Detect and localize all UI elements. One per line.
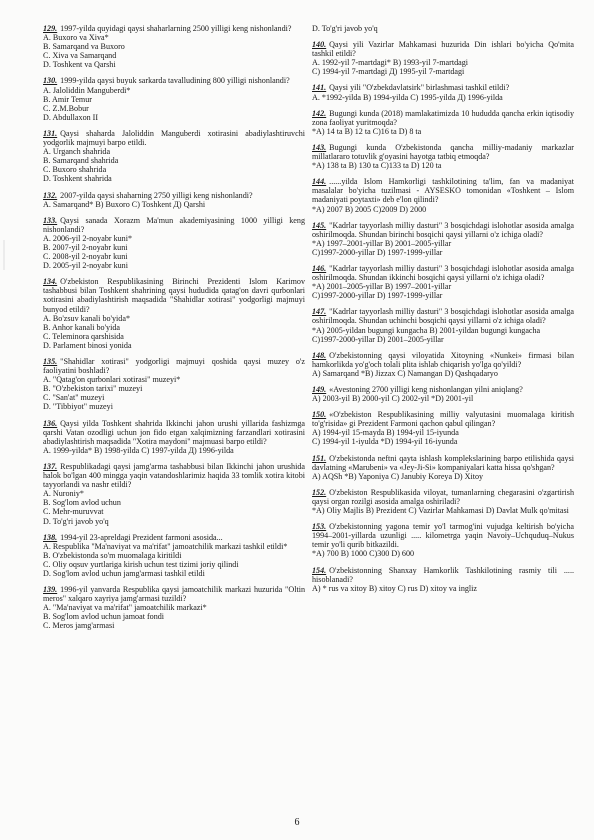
question-text (312, 24, 574, 33)
question-body: Qaysi sanada Xorazm Ma'mun akademiyasining 1000 yilligi keng nishonlandi? (43, 215, 305, 234)
answer-text: D. Abdullaxon II (43, 112, 99, 122)
question-body: 1996-yil yanvarda Respublika qaysi jamoatchilik markazi huzurida "Oltin meros" xalqaro xayriya jamg'armasi tuzildi? (43, 585, 305, 604)
answer-option (43, 603, 305, 612)
answer-option (43, 314, 305, 323)
answer-text: A. Jaloliddin Manguberdi* (43, 85, 131, 95)
answer-text: C. Z.M.Bobur (43, 103, 89, 113)
question-block (312, 24, 574, 33)
question-block (312, 488, 574, 515)
question-text (43, 357, 305, 375)
question-block (43, 357, 305, 412)
answer-option (43, 51, 305, 60)
answer-option (312, 335, 574, 344)
answer-text: A. *1992-yilda B) 1994-yilda C) 1995-yilda Д) 1996-yilda (312, 92, 503, 102)
answer-text: C. Teleminora qarshisida (43, 331, 124, 341)
question-body: 2007-yilda qaysi shaharning 2750 yilligi keng nishonlandi? (60, 190, 253, 200)
answer-option (43, 33, 305, 42)
question-number: 134. (43, 277, 58, 287)
question-number: 151. (312, 453, 327, 463)
answer-option (43, 252, 305, 261)
question-number: 139. (43, 585, 58, 595)
answer-text: B. Anhor kanali bo'yida (43, 322, 120, 332)
answer-option (43, 165, 305, 174)
question-text (43, 462, 305, 489)
answer-text: D. Sog'lom avlod uchun jamg'armasi tashkil etildi (43, 568, 205, 578)
answer-text: *A) Oliy Majlis B) Prezident C) Vazirlar Mahkamasi D) Davlat Mulk qo'mitasi (312, 506, 569, 516)
answer-option (43, 156, 305, 165)
question-number: 130. (43, 76, 58, 86)
answer-option (43, 489, 305, 498)
question-text (312, 264, 574, 282)
question-block (312, 264, 574, 300)
answer-text: D. 2005-yil 2-noyabr kuni (43, 261, 128, 271)
answer-text: B. Samarqand shahrida (43, 156, 119, 166)
answer-option (312, 58, 574, 67)
answer-option (312, 584, 574, 593)
answer-text: *A) 2001–2005-yillar B) 1997–2001-yillar (312, 282, 452, 292)
question-body: "Kadrlar tayyorlash milliy dasturi" 3 bosqichdagi islohotlar asosida amalga oshirilmoqda. Shundan birinchi bosqichi qaysi yillarni o'z ichiga oladi? (312, 220, 574, 239)
answer-option (43, 612, 305, 621)
question-body: "Kadrlar tayyorlash milliy dasturi" 3 bosqichdagi islohotlar asosida amalga oshirilmoqda. Shundan ikkinchi bosqichi qaysi yillarni o'z ichiga oladi? (312, 263, 574, 283)
answer-text: D. To'g'ri javob yo'q (43, 516, 109, 526)
question-number: 145. (312, 220, 327, 230)
question-block (312, 83, 574, 101)
answer-option (312, 161, 574, 170)
question-block (312, 109, 574, 136)
question-number: 140. (312, 40, 327, 50)
question-number: 136. (43, 418, 58, 428)
question-block (312, 454, 574, 481)
answer-option (43, 174, 305, 183)
question-text (312, 351, 574, 369)
answer-option (43, 104, 305, 113)
answer-text: A) * rus va xitoy B) xitoy C) rus D) xitoy va ingliz (312, 583, 478, 593)
answer-option (43, 621, 305, 630)
question-block (312, 351, 574, 378)
question-number: 149. (312, 385, 327, 394)
question-block (312, 221, 574, 257)
answer-text: B. O'zbekistonda so'm muomalaga kiritildi (43, 550, 182, 560)
answer-text: A) 2003-yil B) 2000-yil C) 2002-yil *D) 2001-yil (312, 394, 474, 404)
answer-option (43, 498, 305, 507)
answer-text: A. Respublika "Ma'naviyat va ma'rifat" jamoatchilik markazi tashkil etildi* (43, 541, 288, 551)
question-text (43, 129, 305, 147)
question-body: O'zbekistonning yagona temir yo'l tarmog'ini vujudga keltirish bo'yicha 1994–2001-yillarda uzunligi ..... kilometrga yaqin Navoiy–Uchquduq–Nukus temir yo'li qurib bitkazildi. (312, 522, 574, 550)
question-block (312, 410, 574, 446)
answer-text: A. 1999-yilda* B) 1998-yilda C) 1997-yilda Д) 1996-yilda (43, 445, 234, 455)
question-body: Respublikadagi qaysi jamg'arma tashabbusi bilan Ikkinchi jahon urushida halok bo'lgan 400 mingga yaqin vatandoshlarimiz haqida 33 tomlik xotira kitobi tayyorlandi va nashr etildi? (43, 461, 305, 490)
question-block (43, 585, 305, 630)
question-number: 143. (312, 142, 327, 152)
answer-text: C. Mehr-muruvvat (43, 507, 104, 517)
question-body: Bugungi kunda O'zbekistonda qancha milliy-madaniy markazlar millatlararo totuvlik g'oyasini hayotga tatbiq etmoqda? (312, 142, 574, 162)
question-body: O'zbekiston Respublikasida viloyat, tumanlarning chegarasini o'zgartirish qaysi organ rozilgi asosida amalga oshiriladi? (312, 487, 574, 506)
answer-option (312, 326, 574, 335)
question-text (312, 143, 574, 161)
question-number: 132. (43, 190, 58, 200)
question-body: O'zbekistonning Shanxay Hamkorlik Tashkilotining rasmiy tili ..... hisoblanadi? (312, 565, 574, 584)
question-number: 148. (312, 350, 327, 360)
question-text (43, 277, 305, 313)
question-body: «Avestoning 2700 yilligi keng nishonlangan yilni aniqlang? (329, 385, 523, 394)
answer-text: C)1997-2000-yillar D) 2001–2005-yillar (312, 334, 444, 344)
question-text (312, 488, 574, 506)
answer-option (43, 375, 305, 384)
answer-option (43, 147, 305, 156)
question-body: O'zbekiston Respublikasining Birinchi Prezidenti Islom Karimov tashabbusi bilan Toshkent shahrining qaysi hududida qatag'on davri qurbonlari xotirasini abadiylashtirish maqsadida "Shahidlar xotirasi" yodgorligi majmuyi bunyod etildi? (43, 277, 305, 314)
question-body: "Kadrlar tayyorlash milliy dasturi" 3 bosqichdagi islohotlar asosida amalga oshirilmoqda. Shundan uchinchi bosqichi qaysi yillarni o'z ichiga oladi? (312, 307, 574, 326)
question-text (312, 40, 574, 58)
answer-option (43, 86, 305, 95)
question-block (43, 419, 305, 455)
answer-option (312, 248, 574, 257)
question-body: «O'zbekiston Respublikasining milliy valyutasini muomalaga kiritish to'g'risida» gi Prezident Farmoni qachon qabul qilingan? (312, 410, 574, 429)
answer-text: A. Samarqand* B) Buxoro C) Toshkent Д) Qarshi (43, 199, 206, 209)
question-block (312, 177, 574, 213)
answer-text: A. Nuroniy* (43, 489, 84, 499)
answer-option (312, 506, 574, 515)
answer-option (43, 384, 305, 393)
answer-option (43, 323, 305, 332)
question-block (312, 385, 574, 403)
question-body: 1997-yilda quyidagi qaysi shaharlarning 2500 yilligi keng nishonlandi? (60, 24, 292, 33)
question-text (312, 566, 574, 584)
question-text (312, 83, 574, 92)
question-number: 141. (312, 83, 327, 93)
question-number: 153. (312, 522, 327, 532)
answer-option (312, 549, 574, 558)
question-text (43, 533, 305, 542)
answer-option (43, 113, 305, 122)
answer-option (43, 95, 305, 104)
question-body: 1994-yil 23-apreldagi Prezident farmoni asosida... (60, 532, 223, 542)
question-text (43, 24, 305, 33)
answer-text: C. Meros jamg'armasi (43, 621, 115, 631)
answer-text: A) 1994-yil 15-mayda B) 1994-yil 15-iyunda (312, 428, 459, 438)
answer-option (43, 234, 305, 243)
question-block (43, 129, 305, 184)
question-body: Bugungi kunda (2018) mamlakatimizda 10 hududda qancha erkin iqtisodiy zona faoliyat yuritmoqda? (312, 108, 574, 127)
answer-text: *A) 2005-yildan bugungi kungacha B) 2001-yildan bugungi kungacha (312, 325, 541, 335)
answer-option (43, 560, 305, 569)
question-text (43, 585, 305, 603)
answer-text: D. Parlament binosi yonida (43, 340, 132, 350)
answer-text: C)1997-2000-yillar D) 1997-1999-yillar (312, 247, 443, 257)
question-number: 138. (43, 532, 58, 542)
answer-option (312, 205, 574, 214)
answer-option (312, 282, 574, 291)
question-block (43, 533, 305, 578)
question-block (312, 307, 574, 343)
question-block (312, 566, 574, 593)
answer-option (43, 200, 305, 209)
question-number: 137. (43, 461, 58, 471)
question-body: "Shahidlar xotirasi" yodgorligi majmuyi qoshida qaysi muzey o'z faoliyatini boshladi? (43, 357, 305, 376)
answer-option (312, 472, 574, 481)
answer-option (312, 93, 574, 102)
question-block (312, 143, 574, 170)
question-number: 133. (43, 215, 58, 225)
answer-text: A. Bo'zsuv kanali bo'yida* (43, 313, 130, 323)
question-text (43, 419, 305, 446)
answer-text: B. 2007-yil 2-noyabr kuni (43, 242, 128, 252)
question-body: Qaysi yili Vazirlar Mahkamasi huzurida Din ishlari bo'yicha Qo'mita tashkil etildi? (312, 40, 574, 59)
question-block (43, 191, 305, 209)
answer-option (312, 437, 574, 446)
answer-text: B. Sog'lom avlod uchun (43, 498, 121, 508)
question-block (312, 40, 574, 76)
question-text (312, 221, 574, 239)
question-number: 135. (43, 357, 58, 366)
answer-text: C. "San'at" muzeyi (43, 393, 105, 403)
answer-text: A) Samarqand *B) Jizzax C) Namangan D) Qashqadaryo (312, 368, 498, 378)
answer-text: B. "O'zbekiston tarixi" muzeyi (43, 384, 143, 394)
answer-text: A. Buxoro va Xiva* (43, 33, 109, 43)
page-number: 6 (294, 817, 300, 828)
question-number: 142. (312, 108, 327, 118)
answer-option (43, 542, 305, 551)
question-text (312, 177, 574, 204)
answer-option (43, 60, 305, 69)
answer-text: *A) 14 ta B) 12 ta C)16 ta D) 8 ta (312, 126, 422, 136)
answer-option (43, 569, 305, 578)
question-text (312, 454, 574, 472)
answer-text: A) AQSh *B) Yaponiya C) Janubiy Koreya D) Xitoy (312, 471, 484, 481)
answer-text: C. Buxoro shahrida (43, 165, 107, 175)
question-text (312, 410, 574, 428)
question-number: 144. (312, 177, 327, 187)
question-body: D. To'g'ri javob yo'q (312, 24, 378, 33)
answer-text: B. Samarqand va Buxoro (43, 42, 125, 52)
answer-option (43, 332, 305, 341)
question-number: 154. (312, 565, 327, 575)
scan-mark (3, 240, 5, 270)
answer-text: D. "Tibbiyot" muzeyi (43, 402, 113, 412)
question-block (43, 76, 305, 121)
answer-text: A. "Ma'naviyat va ma'rifat" jamoatchilik markazi* (43, 603, 207, 613)
question-body: 1999-yilda qaysi buyuk sarkarda tavalludining 800 yilligi nishonlandi? (60, 76, 290, 86)
question-block (312, 522, 574, 558)
question-text (312, 385, 574, 394)
question-text (312, 522, 574, 549)
answer-option (43, 341, 305, 350)
answer-option (43, 261, 305, 270)
answer-text: C)1997-2000-yillar D) 1997-1999-yillar (312, 291, 443, 301)
answer-option (43, 517, 305, 526)
answer-text: *A) 700 B) 1000 C)300 D) 600 (312, 549, 415, 559)
answer-option (312, 127, 574, 136)
answer-text: D. Toshkent va Qarshi (43, 60, 116, 70)
question-text (43, 76, 305, 85)
question-block (43, 24, 305, 69)
answer-option (312, 394, 574, 403)
answer-text: A. Urganch shahrida (43, 147, 111, 157)
answer-option (312, 291, 574, 300)
answer-text: B. Sog'lom avlod uchun jamoat fondi (43, 612, 165, 622)
answer-option (312, 369, 574, 378)
question-text (312, 109, 574, 127)
question-block (43, 277, 305, 350)
answer-option (43, 446, 305, 455)
answer-text: *A) 138 ta B) 130 ta C)133 ta D) 120 ta (312, 161, 442, 171)
left-column (43, 24, 305, 638)
answer-text: C. Xiva va Samarqand (43, 51, 117, 61)
answer-option (43, 551, 305, 560)
answer-option (312, 67, 574, 76)
answer-text: B. Amir Temur (43, 94, 92, 104)
answer-text: A. "Qatag'on qurbonlari xotirasi" muzeyi* (43, 375, 181, 385)
right-column (312, 24, 574, 600)
answer-text: C) 1994-yil 1-iyulda *D) 1994-yil 16-iyunda (312, 437, 458, 447)
question-body: Qaysi yilda Toshkent shahrida Ikkinchi jahon urushi yillarida fashizmga qarshi Vatan ozodligi uchun jon fido etgan xalqimizning farzandlari xotirasini abadiylashtirish maqsadida "Xotira maydoni" majmuasi barpo etildi? (43, 418, 305, 446)
answer-text: C. 2008-yil 2-noyabr kuni (43, 252, 128, 262)
question-number: 150. (312, 410, 327, 420)
question-number: 129. (43, 24, 58, 33)
answer-text: C. Oliy oqsuv yurtlariga kirish uchun test tizimi joriy qilindi (43, 559, 239, 569)
answer-text: C) 1994-yil 7-martdagi Д) 1995-yil 7-martdagi (312, 67, 465, 77)
answer-option (43, 393, 305, 402)
answer-option (312, 428, 574, 437)
answer-option (43, 42, 305, 51)
question-number: 146. (312, 263, 327, 273)
question-block (43, 462, 305, 526)
answer-option (43, 402, 305, 411)
question-number: 152. (312, 487, 327, 497)
answer-text: D. Toshkent shahrida (43, 174, 112, 184)
question-body: O'zbekistonning qaysi viloyatida Xitoyning «Nunkei» firmasi bilan hamkorlikda yo'g'och tolali plita ishlab chiqarish yo'lga qo'yildi? (312, 350, 574, 369)
question-block (43, 216, 305, 271)
question-body: Qaysi yili "O'zbekdavlatsirk" birlashmasi tashkil etildi? (329, 83, 510, 93)
answer-text: A. 2006-yil 2-noyabr kuni* (43, 233, 133, 243)
answer-text: *A) 1997–2001-yillar B) 2001–2005-yillar (312, 238, 452, 248)
answer-option (43, 243, 305, 252)
question-number: 147. (312, 307, 327, 317)
question-body: O'zbekistonda neftni qayta ishlash komplekslarining barpo etilishida qaysi davlatning «Marubeni» va «Jey-Ji-Si» kompaniyalari katta hissa qo'shgan? (312, 453, 574, 472)
question-number: 131. (43, 128, 58, 138)
answer-text: A. 1992-yil 7-martdagi* B) 1993-yil 7-martdagi (312, 58, 468, 68)
question-text (312, 307, 574, 325)
question-body: ......yilda Islom Hamkorligi tashkilotining ta'lim, fan va madaniyat masalalar bo'yicha tuzilmasi - AYSESKO tomonidan «Toshkent – Islom madaniyati poytaxti» deb e'lon qilindi? (312, 177, 574, 205)
question-body: Qaysi shaharda Jaloliddin Manguberdi xotirasini abadiylashtiruvchi yodgorlik majmuyi barpo etildi. (43, 128, 305, 148)
question-text (43, 216, 305, 234)
answer-text: *A) 2007 B) 2005 C)2009 D) 2000 (312, 204, 427, 214)
question-text (43, 191, 305, 200)
answer-option (43, 507, 305, 516)
answer-option (312, 239, 574, 248)
